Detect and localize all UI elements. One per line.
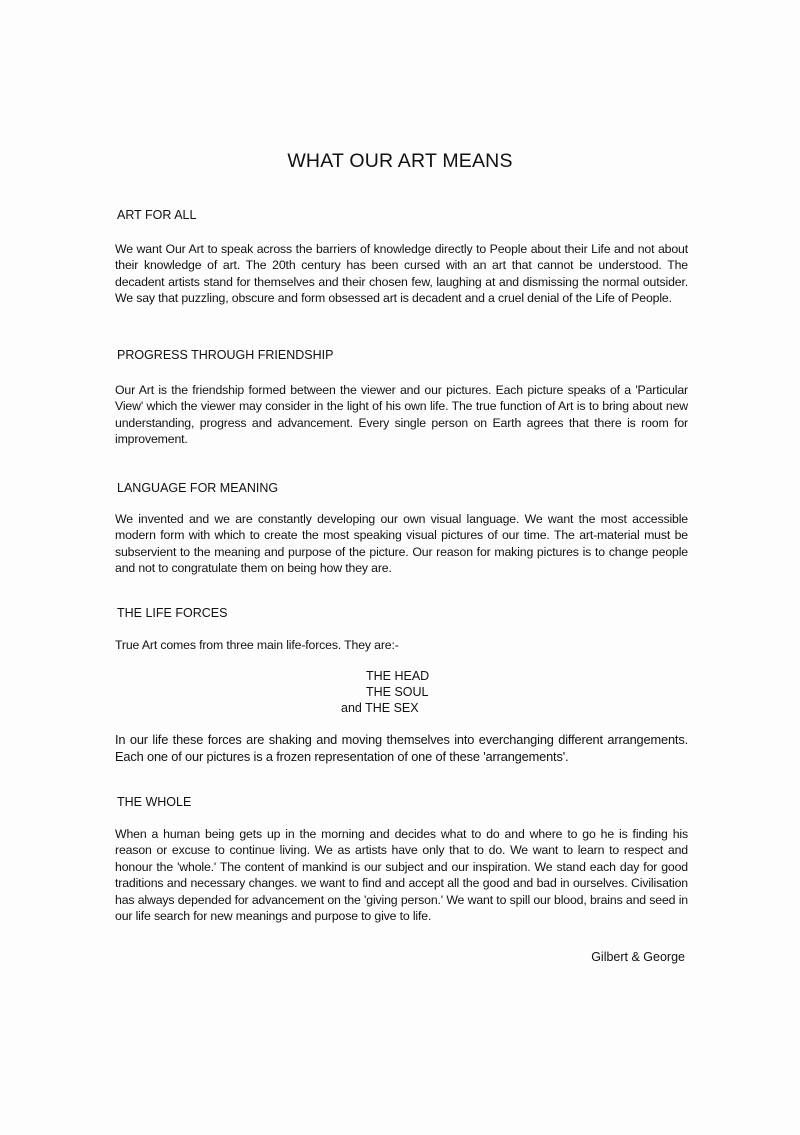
section-body-language-for-meaning: We invented and we are constantly developing our own visual language. We want the most accessible modern form with which to create the most speaking visual pictures of our time. The art-material must be subservient to the meaning and purpose of the picture. Our reason for making pictures is to change people and not to congratulate them on being how they are.: [115, 512, 688, 576]
section-heading-the-whole: THE WHOLE: [117, 795, 192, 809]
section-heading-the-life-forces: THE LIFE FORCES: [117, 606, 228, 620]
life-force-soul: THE SOUL: [366, 685, 429, 699]
section-heading-language-for-meaning: LANGUAGE FOR MEANING: [117, 481, 279, 495]
section-heading-progress-through-friendship: PROGRESS THROUGH FRIENDSHIP: [117, 348, 334, 362]
section-heading-art-for-all: ART FOR ALL: [117, 208, 197, 222]
signature: Gilbert & George: [591, 950, 685, 964]
life-force-head: THE HEAD: [366, 669, 430, 683]
page-title: WHAT OUR ART MEANS: [287, 150, 513, 172]
section-body-the-life-forces: In our life these forces are shaking and moving themselves into everchanging different arrangements. Each one of our pictures is a frozen representation of one of these 'arrangements'.: [115, 732, 688, 764]
life-forces-intro: True Art comes from three main life-forces. They are:-: [115, 638, 399, 652]
life-force-sex: and THE SEX: [341, 701, 419, 715]
section-body-the-whole: When a human being gets up in the morning and decides what to do and where to go he is finding his reason or excuse to continue living. We as artists have only that to do. We want to learn to respect and honour the 'whole.' The content of mankind is our subject and our inspiration. We stand each day for good traditions and necessary changes. we want to find and accept all the good and bad in ourselves. Civilisation has always depended for advancement on the 'giving person.' We want to spill our blood, brains and seed in our life search for new meanings and purpose to give to life.: [115, 827, 688, 924]
section-body-progress-through-friendship: Our Art is the friendship formed between the viewer and our pictures. Each picture speaks of a 'Particular View' which the viewer may consider in the light of his own life. The true function of Art is to bring about new understanding, progress and advancement. Every single person on Earth agrees that there is room for improvement.: [115, 383, 688, 447]
section-body-art-for-all: We want Our Art to speak across the barriers of knowledge directly to People about their Life and not about their knowledge of art. The 20th century has been cursed with an art that cannot be understood. The decadent artists stand for themselves and their chosen few, laughing at and dismissing the normal outsider. We say that puzzling, obscure and form obsessed art is decadent and a cruel denial of the Life of People.: [115, 242, 688, 306]
